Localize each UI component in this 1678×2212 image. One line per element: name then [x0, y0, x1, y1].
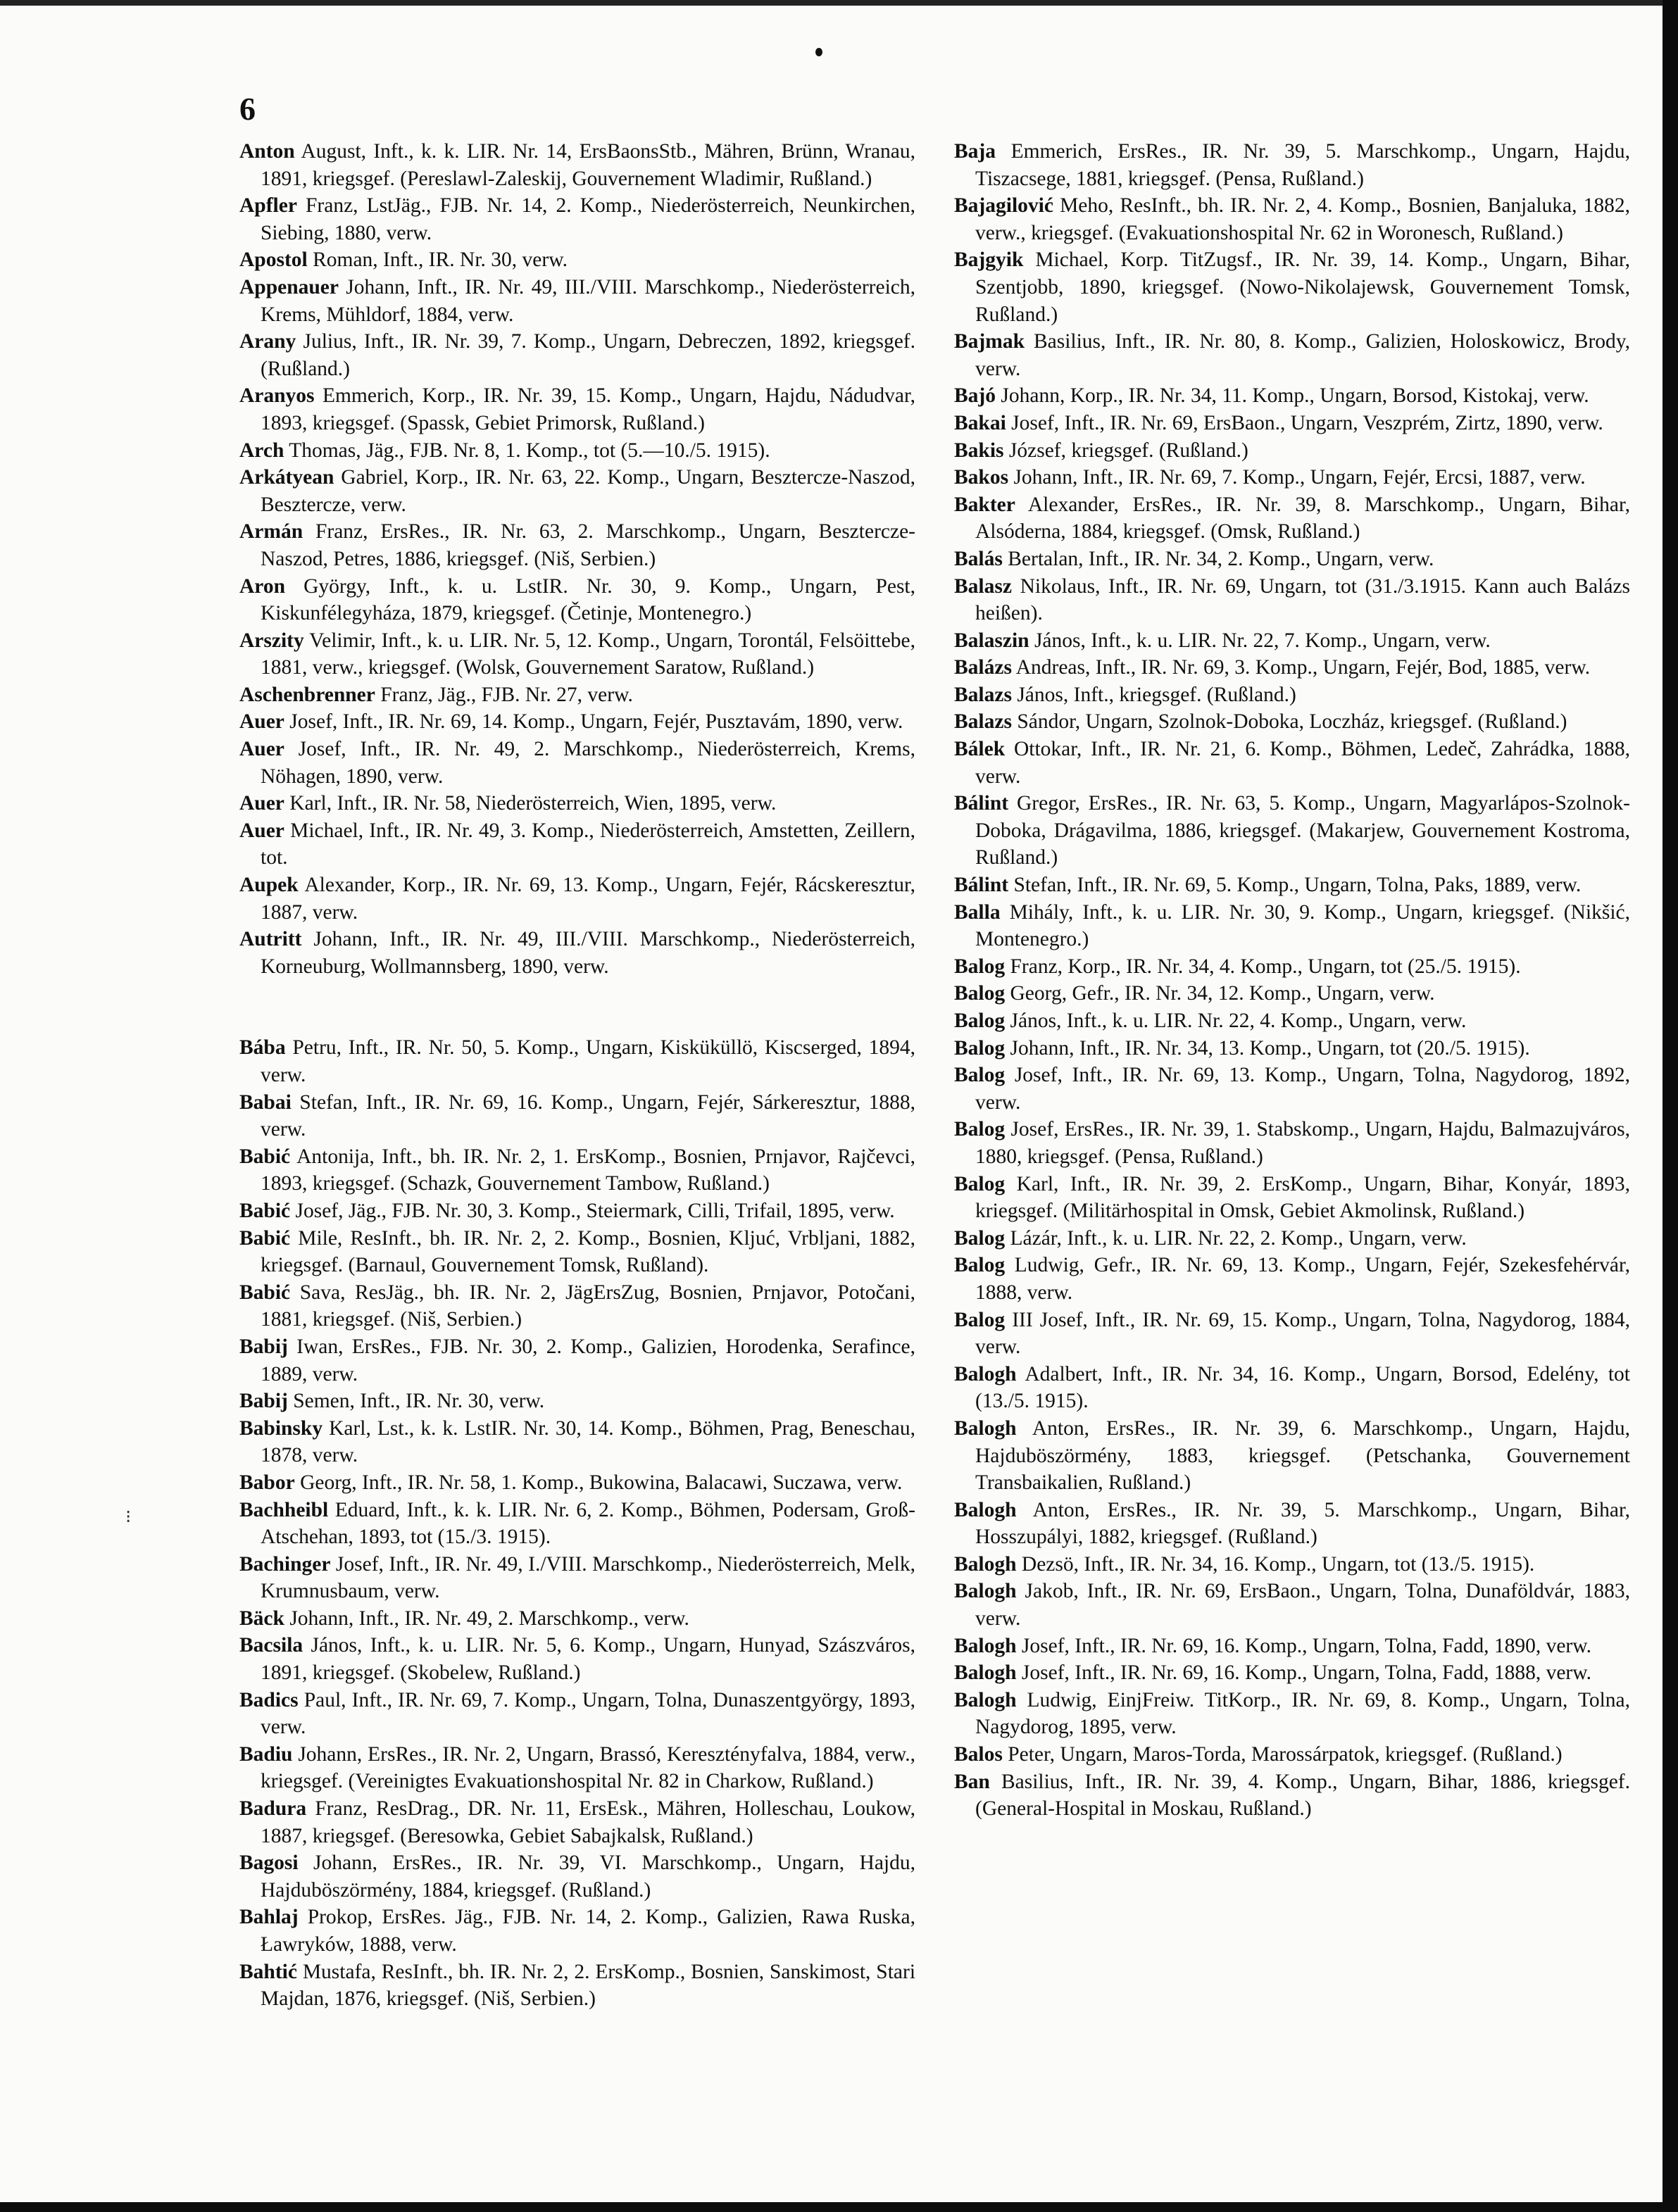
- register-entry: [954, 546, 1630, 573]
- entry-details: Paul, Inft., IR. Nr. 69, 7. Komp., Ungarn, Tolna, Dunaszentgyörgy, 1893, verw.: [261, 1688, 915, 1739]
- entry-details: Georg, Inft., IR. Nr. 58, 1. Komp., Bukowina, Balacawi, Suczawa, verw.: [300, 1471, 903, 1494]
- register-entry: [954, 1062, 1630, 1116]
- entry-surname: Bakos: [954, 466, 1009, 489]
- entry-details: Roman, Inft., IR. Nr. 30, verw.: [313, 249, 568, 272]
- register-entry: [239, 1089, 915, 1143]
- register-entry: [239, 817, 915, 872]
- left-column: [239, 138, 915, 2013]
- page-number: 6: [239, 91, 256, 127]
- entry-surname: Bajmak: [954, 330, 1025, 353]
- entry-details: Josef, Inft., IR. Nr. 69, ErsBaon., Ungarn, Veszprém, Zirtz, 1890, verw.: [1011, 411, 1603, 434]
- register-entry: [239, 1849, 915, 1904]
- entry-details: József, kriegsgef. (Rußland.): [1008, 439, 1248, 462]
- entry-surname: Apfler: [239, 194, 297, 218]
- entry-surname: Balog: [954, 1254, 1006, 1277]
- register-entry: [954, 573, 1630, 627]
- entry-surname: Balog: [954, 1172, 1006, 1195]
- register-entry: [239, 1551, 915, 1605]
- entry-details: Dezsö, Inft., IR. Nr. 34, 16. Komp., Ungarn, tot (13./5. 1915).: [1021, 1552, 1535, 1576]
- register-entry: [239, 1034, 915, 1088]
- entry-details: Franz, LstJäg., FJB. Nr. 14, 2. Komp., Niederösterreich, Neunkirchen, Siebing, 1880, verw.: [261, 194, 916, 244]
- register-entry: [954, 1361, 1630, 1415]
- entry-details: Johann, Inft., IR. Nr. 49, 2. Marschkomp., verw.: [289, 1607, 689, 1630]
- entry-surname: Bajó: [954, 384, 996, 408]
- register-entry: [239, 1687, 915, 1741]
- entry-details: Mile, ResInft., bh. IR. Nr. 2, 2. Komp., Bosnien, Kljuć, Vrbljani, 1882, kriegsgef. (Barnaul, Gouvernement Tomsk, Rußland).: [261, 1226, 915, 1277]
- entry-details: Josef, Inft., IR. Nr. 49, 2. Marschkomp., Niederösterreich, Krems, Nöhagen, 1890, verw.: [261, 738, 915, 788]
- register-entry: [954, 1252, 1630, 1306]
- entry-surname: Balos: [954, 1743, 1003, 1766]
- entry-surname: Bakter: [954, 493, 1015, 516]
- entry-details: János, Inft., k. u. LIR. Nr. 22, 4. Komp., Ungarn, verw.: [1010, 1010, 1467, 1032]
- entry-surname: Apostol: [239, 249, 308, 272]
- register-entry: [239, 464, 915, 518]
- register-entry: [954, 1415, 1630, 1497]
- register-entry: [239, 872, 915, 926]
- scan-border-right: [1663, 0, 1678, 2212]
- entry-surname: Bahtić: [239, 1960, 297, 1983]
- register-entry: [239, 627, 915, 681]
- register-entry: [239, 1741, 915, 1795]
- register-entry: [954, 1551, 1630, 1578]
- register-entry: [954, 1741, 1630, 1768]
- entry-surname: Balasz: [954, 574, 1012, 598]
- entry-details: Lázár, Inft., k. u. LIR. Nr. 22, 2. Komp., Ungarn, verw.: [1010, 1226, 1467, 1250]
- entry-surname: Balog: [954, 982, 1006, 1005]
- entry-surname: Armán: [239, 520, 303, 543]
- register-entry: [239, 1497, 915, 1551]
- entry-details: Gregor, ErsRes., IR. Nr. 63, 5. Komp., Ungarn, Magyarlápos-Szolnok-Doboka, Drágavilma, 1886, kriegsgef. (Makarjew, Gouvernement Kostroma, Rußland.): [975, 792, 1630, 869]
- entry-surname: Bába: [239, 1036, 286, 1060]
- entry-surname: Balogh: [954, 1416, 1017, 1440]
- register-entry: [239, 790, 915, 817]
- register-entry: [954, 410, 1630, 437]
- register-entry: [954, 1007, 1630, 1035]
- entry-details: Johann, Inft., IR. Nr. 69, 7. Komp., Ungarn, Fejér, Ercsi, 1887, verw.: [1013, 466, 1586, 489]
- entry-details: Karl, Inft., IR. Nr. 39, 2. ErsKomp., Ungarn, Bihar, Konyár, 1893, kriegsgef. (Militärhospital in Omsk, Gebiet Akmolinsk, Rußland.): [975, 1172, 1630, 1223]
- entry-surname: Aron: [239, 574, 286, 598]
- entry-details: Georg, Gefr., IR. Nr. 34, 12. Komp., Ungarn, verw.: [1010, 982, 1435, 1005]
- entry-surname: Autritt: [239, 928, 302, 951]
- register-entry: [239, 736, 915, 790]
- entries-bal-section: [954, 138, 1630, 1823]
- entry-details: Sava, ResJäg., bh. IR. Nr. 2, JägErsZug, Bosnien, Prnjavor, Potočani, 1881, kriegsgef. (Niš, Serbien.): [261, 1281, 915, 1331]
- entry-surname: Badics: [239, 1688, 299, 1711]
- entry-details: Semen, Inft., IR. Nr. 30, verw.: [293, 1390, 545, 1413]
- entry-surname: Bálek: [954, 738, 1006, 761]
- entry-surname: Babij: [239, 1390, 288, 1413]
- register-entry: [239, 681, 915, 709]
- entry-surname: Babić: [239, 1281, 291, 1304]
- section-gap: [239, 980, 915, 1034]
- entry-surname: Balazs: [954, 710, 1012, 734]
- entry-details: Johann, Inft., IR. Nr. 34, 13. Komp., Ungarn, tot (20./5. 1915).: [1010, 1036, 1530, 1060]
- entry-surname: Babić: [239, 1226, 291, 1250]
- entry-details: Ottokar, Inft., IR. Nr. 21, 6. Komp., Böhmen, Ledeč, Zahrádka, 1888, verw.: [975, 738, 1630, 788]
- entry-details: Nikolaus, Inft., IR. Nr. 69, Ungarn, tot (31./3.1915. Kann auch Balázs heißen).: [975, 574, 1631, 625]
- register-entry: [239, 1469, 915, 1497]
- entry-details: Eduard, Inft., k. k. LIR. Nr. 6, 2. Komp., Böhmen, Podersam, Groß-Atschehan, 1893, tot (15./3. 1915).: [261, 1498, 916, 1549]
- register-entry: [954, 681, 1630, 709]
- entry-details: János, Inft., k. u. LIR. Nr. 5, 6. Komp., Ungarn, Hunyad, Szászváros, 1891, kriegsgef. (Skobelew, Rußland.): [261, 1634, 915, 1685]
- entries-b-section: [239, 1034, 915, 2012]
- register-entry: [239, 246, 915, 274]
- scan-border-top: [0, 0, 1678, 6]
- entry-details: Karl, Inft., IR. Nr. 58, Niederösterreich, Wien, 1895, verw.: [289, 792, 777, 815]
- register-entry: [954, 1307, 1630, 1361]
- entry-surname: Balog: [954, 1308, 1006, 1331]
- register-entry: [954, 953, 1630, 981]
- register-entry: [954, 246, 1630, 328]
- entry-details: Franz, Jäg., FJB. Nr. 27, verw.: [380, 683, 633, 706]
- entry-surname: Arszity: [239, 629, 304, 652]
- entry-details: Josef, Inft., IR. Nr. 69, 16. Komp., Ungarn, Tolna, Fadd, 1888, verw.: [1021, 1661, 1591, 1685]
- entry-surname: Babić: [239, 1199, 291, 1222]
- register-entry: [954, 192, 1630, 246]
- entry-details: Stefan, Inft., IR. Nr. 69, 5. Komp., Ungarn, Tolna, Paks, 1889, verw.: [1013, 874, 1582, 897]
- entry-details: Franz, ErsRes., IR. Nr. 63, 2. Marschkomp., Ungarn, Besztercze-Naszod, Petres, 1886, kriegsgef. (Niš, Serbien.): [261, 520, 915, 570]
- entry-surname: Balogh: [954, 1688, 1017, 1711]
- register-entry: [954, 1497, 1630, 1551]
- entry-details: Velimir, Inft., k. u. LIR. Nr. 5, 12. Komp., Ungarn, Torontál, Felsöittebe, 1881, verw., kriegsgef. (Wolsk, Gouvernement Saratow, Rußland.): [261, 629, 916, 679]
- entry-surname: Auer: [239, 710, 284, 734]
- register-entry: [954, 464, 1630, 491]
- entry-surname: Balogh: [954, 1498, 1017, 1521]
- entry-surname: Babai: [239, 1091, 292, 1114]
- entry-details: Sándor, Ungarn, Szolnok-Doboka, Loczház, kriegsgef. (Rußland.): [1017, 710, 1567, 734]
- entry-surname: Babinsky: [239, 1416, 323, 1440]
- entry-details: Petru, Inft., IR. Nr. 50, 5. Komp., Ungarn, Kisküküllö, Kiscserged, 1894, verw.: [261, 1036, 915, 1086]
- entry-surname: Arkátyean: [239, 466, 334, 489]
- entry-surname: Aranyos: [239, 384, 315, 408]
- entry-details: Johann, Korp., IR. Nr. 34, 11. Komp., Ungarn, Borsod, Kistokaj, verw.: [1001, 384, 1589, 408]
- entry-surname: Bajagilović: [954, 194, 1053, 218]
- entry-details: August, Inft., k. k. LIR. Nr. 14, ErsBaonsStb., Mähren, Brünn, Wranau, 1891, kriegsgef. (Pereslawl-Zaleskij, Gouvernement Wladimir, Rußland.): [261, 140, 916, 190]
- entry-surname: Bakai: [954, 411, 1006, 434]
- entry-details: Josef, Inft., IR. Nr. 49, I./VIII. Marschkomp., Niederösterreich, Melk, Krumnusbaum, verw.: [261, 1552, 916, 1603]
- entry-surname: Bacsila: [239, 1634, 303, 1657]
- entry-details: Stefan, Inft., IR. Nr. 69, 16. Komp., Ungarn, Fejér, Sárkeresztur, 1888, verw.: [261, 1091, 916, 1141]
- register-entry: [239, 274, 915, 328]
- register-entry: [239, 1279, 915, 1333]
- entry-details: Ludwig, Gefr., IR. Nr. 69, 13. Komp., Ungarn, Fejér, Szekesfehérvár, 1888, verw.: [975, 1254, 1631, 1304]
- entry-surname: Baja: [954, 140, 996, 163]
- entry-surname: Bäck: [239, 1607, 284, 1630]
- entries-a-section: [239, 138, 915, 980]
- entry-details: Alexander, ErsRes., IR. Nr. 39, 8. Marschkomp., Ungarn, Bihar, Alsóderna, 1884, kriegsgef. (Omsk, Rußland.): [975, 493, 1631, 543]
- register-entry: [239, 1388, 915, 1415]
- entry-surname: Balazs: [954, 683, 1012, 706]
- register-entry: [954, 1171, 1630, 1225]
- entry-surname: Balogh: [954, 1634, 1017, 1657]
- entry-details: Mihály, Inft., k. u. LIR. Nr. 30, 9. Komp., Ungarn, kriegsgef. (Nikšić, Montenegro.): [975, 900, 1631, 951]
- entry-surname: Balás: [954, 547, 1003, 570]
- register-entry: [954, 1035, 1630, 1062]
- register-entry: [239, 1143, 915, 1198]
- entry-surname: Balog: [954, 1010, 1006, 1032]
- register-entry: [954, 1116, 1630, 1170]
- entry-details: Ludwig, EinjFreiw. TitKorp., IR. Nr. 69, 8. Komp., Ungarn, Tolna, Nagydorog, 1895, verw.: [975, 1688, 1630, 1739]
- register-entry: [954, 708, 1630, 736]
- entry-details: Jakob, Inft., IR. Nr. 69, ErsBaon., Ungarn, Tolna, Dunaföldvár, 1883, verw.: [975, 1580, 1631, 1630]
- scan-border-bottom: [0, 2202, 1678, 2212]
- entry-surname: Balázs: [954, 656, 1012, 679]
- entry-details: Franz, Korp., IR. Nr. 34, 4. Komp., Ungarn, tot (25./5. 1915).: [1010, 955, 1521, 978]
- entry-details: Mustafa, ResInft., bh. IR. Nr. 2, 2. ErsKomp., Bosnien, Sanskimost, Stari Majdan, 1876, kriegsgef. (Niš, Serbien.): [261, 1960, 916, 2011]
- entry-details: János, Inft., k. u. LIR. Nr. 22, 7. Komp., Ungarn, verw.: [1034, 629, 1491, 652]
- register-entry: [239, 926, 915, 980]
- entry-surname: Auer: [239, 819, 284, 842]
- register-entry: [239, 437, 915, 465]
- register-entry: [954, 382, 1630, 410]
- entry-surname: Bagosi: [239, 1852, 299, 1875]
- entry-details: János, Inft., kriegsgef. (Rußland.): [1017, 683, 1296, 706]
- entry-details: Prokop, ErsRes. Jäg., FJB. Nr. 14, 2. Komp., Galizien, Rawa Ruska, Ławryków, 1888, verw.: [261, 1906, 915, 1956]
- entry-details: Gabriel, Korp., IR. Nr. 63, 22. Komp., Ungarn, Besztercze-Naszod, Besztercze, verw.: [261, 466, 915, 516]
- register-entry: [239, 1198, 915, 1225]
- entry-details: Johann, ErsRes., IR. Nr. 2, Ungarn, Brassó, Keresztényfalva, 1884, verw., kriegsgef. (Vereinigtes Evakuationshospital Nr. 82 in Charkow, Rußland.): [261, 1742, 915, 1793]
- entry-details: Michael, Inft., IR. Nr. 49, 3. Komp., Niederösterreich, Amstetten, Zeillern, tot.: [261, 819, 916, 869]
- entry-surname: Babić: [239, 1145, 291, 1168]
- entry-details: Adalbert, Inft., IR. Nr. 34, 16. Komp., Ungarn, Borsod, Edelény, tot (13./5. 1915).: [975, 1362, 1630, 1413]
- register-entry: [239, 1225, 915, 1279]
- printing-speck: [815, 48, 822, 56]
- entry-surname: Balog: [954, 1226, 1006, 1250]
- register-entry: [954, 138, 1630, 192]
- register-entry: [239, 708, 915, 736]
- entry-details: III Josef, Inft., IR. Nr. 69, 15. Komp., Ungarn, Tolna, Nagydorog, 1884, verw.: [975, 1308, 1631, 1359]
- entry-surname: Babij: [239, 1335, 288, 1358]
- entry-surname: Balla: [954, 900, 1001, 924]
- register-entry: [239, 138, 915, 192]
- entry-surname: Auer: [239, 738, 284, 761]
- register-entry: [954, 790, 1630, 872]
- entry-details: Basilius, Inft., IR. Nr. 39, 4. Komp., Ungarn, Bihar, 1886, kriegsgef. (General-Hospital in Moskau, Rußland.): [975, 1770, 1630, 1821]
- entry-details: Bertalan, Inft., IR. Nr. 34, 2. Komp., Ungarn, verw.: [1008, 547, 1434, 570]
- entry-surname: Appenauer: [239, 275, 339, 299]
- register-entry: [239, 1904, 915, 1958]
- entry-surname: Bajgyik: [954, 249, 1024, 272]
- register-entry: [239, 1632, 915, 1686]
- entry-surname: Balogh: [954, 1552, 1017, 1576]
- entry-surname: Anton: [239, 140, 295, 163]
- entry-details: Emmerich, Korp., IR. Nr. 39, 15. Komp., Ungarn, Hajdu, Nádudvar, 1893, kriegsgef. (Spassk, Gebiet Primorsk, Rußland.): [261, 384, 915, 434]
- register-entry: [954, 980, 1630, 1007]
- register-entry: [954, 1768, 1630, 1823]
- register-entry: [954, 872, 1630, 899]
- register-entry: [239, 1333, 915, 1388]
- entry-surname: Balog: [954, 955, 1006, 978]
- entry-details: Peter, Ungarn, Maros-Torda, Marossárpatok, kriegsgef. (Rußland.): [1008, 1743, 1563, 1766]
- entry-details: Iwan, ErsRes., FJB. Nr. 30, 2. Komp., Galizien, Horodenka, Serafince, 1889, verw.: [261, 1335, 915, 1385]
- register-entry: [239, 1605, 915, 1633]
- entry-details: Josef, Jäg., FJB. Nr. 30, 3. Komp., Steiermark, Cilli, Trifail, 1895, verw.: [295, 1199, 895, 1222]
- entry-surname: Arch: [239, 439, 284, 462]
- entry-details: Johann, Inft., IR. Nr. 49, III./VIII. Marschkomp., Niederösterreich, Krems, Mühldorf, 1884, verw.: [261, 275, 916, 326]
- register-entry: [954, 899, 1630, 953]
- entry-surname: Bahlaj: [239, 1906, 299, 1929]
- register-entry: [954, 654, 1630, 681]
- entry-details: Meho, ResInft., bh. IR. Nr. 2, 4. Komp., Bosnien, Banjaluka, 1882, verw., kriegsgef. (Evakuationshospital Nr. 62 in Woronesch, Rußland.): [975, 194, 1631, 244]
- register-entry: [239, 1415, 915, 1469]
- entry-details: Anton, ErsRes., IR. Nr. 39, 6. Marschkomp., Ungarn, Hajdu, Hajduböszörmény, 1883, kriegsgef. (Petschanka, Gouvernement Transbaikalien, Rußland.): [975, 1416, 1630, 1495]
- entry-details: Josef, Inft., IR. Nr. 69, 13. Komp., Ungarn, Tolna, Nagydorog, 1892, verw.: [975, 1064, 1631, 1114]
- entry-details: Michael, Korp. TitZugsf., IR. Nr. 39, 14. Komp., Ungarn, Bihar, Szentjobb, 1890, kriegsgef. (Nowo-Nikolajewsk, Gouvernement Tomsk, Rußland.): [975, 249, 1631, 326]
- entry-surname: Badura: [239, 1797, 307, 1821]
- entry-details: Karl, Lst., k. k. LstIR. Nr. 30, 14. Komp., Böhmen, Prag, Beneschau, 1878, verw.: [261, 1416, 915, 1467]
- register-entry: [954, 736, 1630, 790]
- register-entry: [954, 1225, 1630, 1252]
- register-entry: [954, 627, 1630, 655]
- entry-surname: Balog: [954, 1118, 1006, 1141]
- entry-details: Antonija, Inft., bh. IR. Nr. 2, 1. ErsKomp., Bosnien, Prnjavor, Rajčevci, 1893, kriegsgef. (Schazk, Gouvernement Tambow, Rußland.): [261, 1145, 915, 1195]
- register-entry: [954, 1578, 1630, 1632]
- entry-surname: Balogh: [954, 1580, 1017, 1603]
- entry-details: Josef, Inft., IR. Nr. 69, 14. Komp., Ungarn, Fejér, Pusztavám, 1890, verw.: [289, 710, 903, 734]
- entry-surname: Aupek: [239, 874, 299, 897]
- register-entry: [954, 437, 1630, 465]
- register-entry: [954, 491, 1630, 546]
- entry-surname: Balog: [954, 1036, 1006, 1060]
- entry-surname: Bálint: [954, 874, 1009, 897]
- entry-surname: Aschenbrenner: [239, 683, 375, 706]
- entry-details: Johann, Inft., IR. Nr. 49, III./VIII. Marschkomp., Niederösterreich, Korneuburg, Wollmannsberg, 1890, verw.: [261, 928, 916, 978]
- entry-details: Basilius, Inft., IR. Nr. 80, 8. Komp., Galizien, Holoskowicz, Brody, verw.: [975, 330, 1631, 380]
- register-entry: [954, 1687, 1630, 1741]
- entry-surname: Arany: [239, 330, 296, 353]
- register-entry: [239, 328, 915, 382]
- entry-surname: Auer: [239, 792, 284, 815]
- entry-details: György, Inft., k. u. LstIR. Nr. 30, 9. Komp., Ungarn, Pest, Kiskunfélegyháza, 1879, kriegsgef. (Četinje, Montenegro.): [261, 574, 915, 625]
- entry-details: Anton, ErsRes., IR. Nr. 39, 5. Marschkomp., Ungarn, Bihar, Hosszupályi, 1882, kriegsgef. (Rußland.): [975, 1498, 1630, 1549]
- entry-surname: Balaszin: [954, 629, 1029, 652]
- margin-mark: ⁝: [125, 1507, 132, 1527]
- entry-surname: Bachinger: [239, 1552, 331, 1576]
- entry-details: Josef, Inft., IR. Nr. 69, 16. Komp., Ungarn, Tolna, Fadd, 1890, verw.: [1021, 1634, 1591, 1657]
- entry-surname: Bálint: [954, 792, 1009, 815]
- register-entry: [239, 1795, 915, 1849]
- entry-surname: Balog: [954, 1064, 1006, 1087]
- entry-details: Johann, ErsRes., IR. Nr. 39, VI. Marschkomp., Ungarn, Hajdu, Hajduböszörmény, 1884, kriegsgef. (Rußland.): [261, 1852, 915, 1902]
- entry-surname: Ban: [954, 1770, 990, 1793]
- entry-details: Julius, Inft., IR. Nr. 39, 7. Komp., Ungarn, Debreczen, 1892, kriegsgef. (Rußland.): [261, 330, 915, 380]
- register-entry: [239, 518, 915, 572]
- entry-surname: Babor: [239, 1471, 295, 1494]
- entry-details: Thomas, Jäg., FJB. Nr. 8, 1. Komp., tot (5.—10./5. 1915).: [289, 439, 770, 462]
- entry-surname: Bachheibl: [239, 1498, 329, 1521]
- right-column: [954, 138, 1630, 1823]
- entry-details: Emmerich, ErsRes., IR. Nr. 39, 5. Marschkomp., Ungarn, Hajdu, Tiszacsege, 1881, kriegsgef. (Pensa, Rußland.): [975, 140, 1631, 190]
- register-entry: [239, 573, 915, 627]
- entry-details: Andreas, Inft., IR. Nr. 69, 3. Komp., Ungarn, Fejér, Bod, 1885, verw.: [1015, 656, 1591, 679]
- register-entry: [954, 328, 1630, 382]
- register-entry: [239, 192, 915, 246]
- entry-details: Josef, ErsRes., IR. Nr. 39, 1. Stabskomp., Ungarn, Hajdu, Balmazujváros, 1880, kriegsgef. (Pensa, Rußland.): [975, 1118, 1630, 1168]
- register-entry: [239, 382, 915, 436]
- entry-surname: Bakis: [954, 439, 1004, 462]
- register-entry: [954, 1659, 1630, 1687]
- register-entry: [239, 1959, 915, 2013]
- entry-surname: Balogh: [954, 1362, 1017, 1385]
- entry-details: Franz, ResDrag., DR. Nr. 11, ErsEsk., Mähren, Holleschau, Loukow, 1887, kriegsgef. (Beresowka, Gebiet Sabajkalsk, Rußland.): [261, 1797, 915, 1847]
- entry-surname: Balogh: [954, 1661, 1017, 1685]
- register-entry: [954, 1633, 1630, 1660]
- entry-details: Alexander, Korp., IR. Nr. 69, 13. Komp., Ungarn, Fejér, Rácskeresztur, 1887, verw.: [261, 874, 915, 924]
- entry-surname: Badiu: [239, 1742, 293, 1766]
